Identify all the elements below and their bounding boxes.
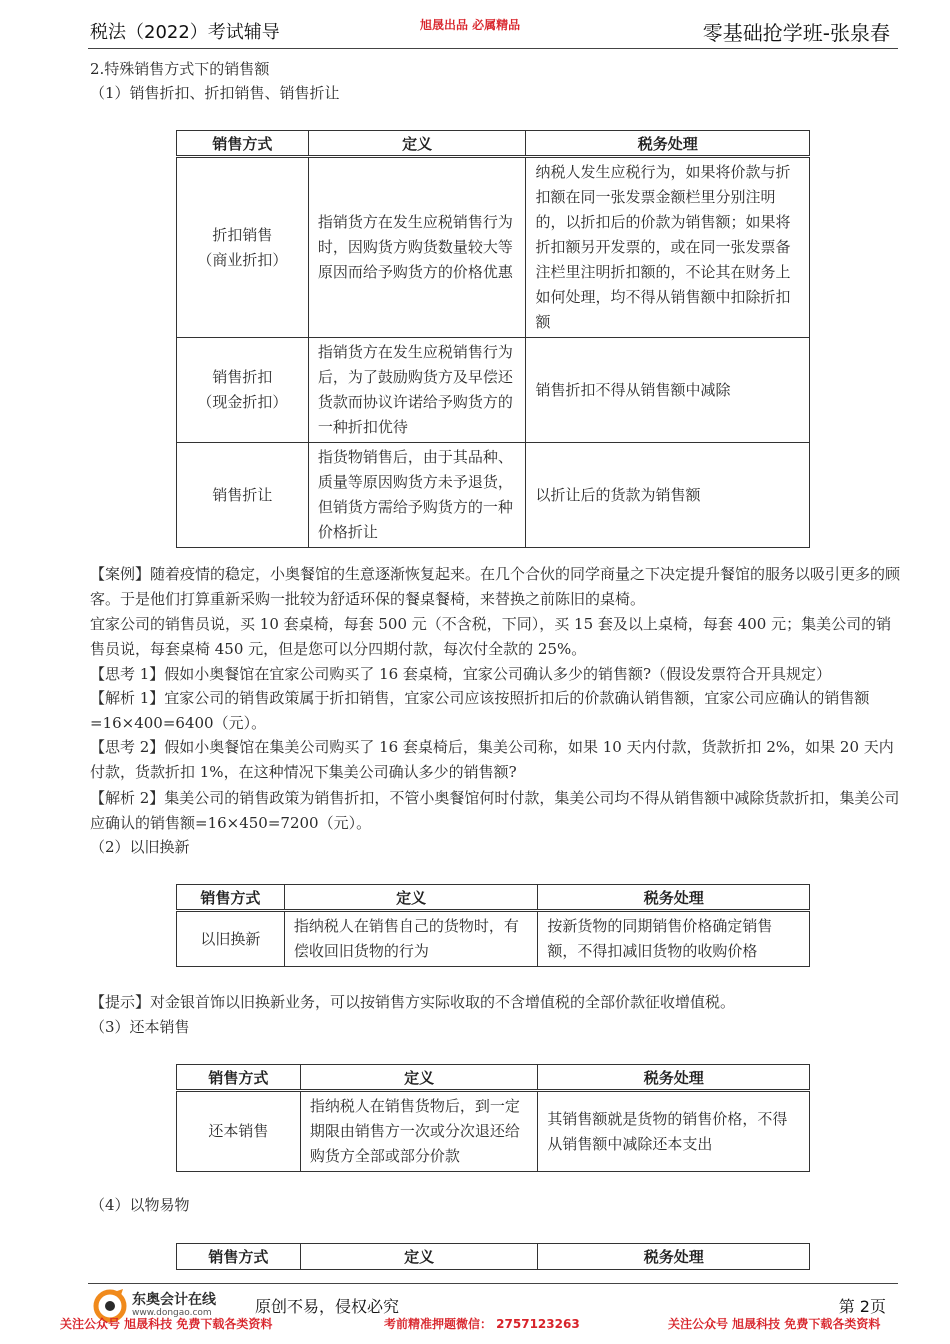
- row-treatment: 销售折扣不得从销售额中减除: [526, 338, 810, 443]
- col-header-method: 销售方式: [177, 1244, 301, 1270]
- row-definition: 指销货方在发生应税销售行为后，为了鼓励购货方及早偿还货款而协议许诺给予购货方的一种折扣优待: [308, 338, 526, 443]
- header-course-title: 税法（2022）考试辅导: [90, 22, 280, 43]
- section-title: 2.特殊销售方式下的销售额: [90, 60, 270, 78]
- col-header-definition: 定义: [300, 1244, 538, 1270]
- col-header-method: 销售方式: [177, 131, 309, 157]
- thinking-question-2: 【思考 2】假如小奥餐馆在集美公司购买了 16 套桌椅后，集美公司称，如果 10 天内付款，货款折扣 2%，如果 20 天内付款，货款折扣 1%，在这种情况下集美公司确认多少的销售额?: [90, 738, 894, 781]
- table-barter: [176, 1243, 810, 1270]
- header-divider: [88, 48, 898, 49]
- footer-promo-center: 考前精准押题微信： 2757123263: [384, 1317, 580, 1331]
- logo-name: 东奥会计在线: [132, 1292, 216, 1308]
- header-class-name: 零基础抢学班-张泉春: [702, 21, 890, 45]
- table-row: [177, 157, 810, 338]
- col-header-treatment: 税务处理: [538, 1244, 810, 1270]
- row-treatment: 按新货物的同期销售价格确定销售额，不得扣减旧货物的收购价格: [538, 911, 810, 967]
- header-tagline: 旭晟出品 必属精品: [420, 18, 521, 32]
- row-method: 折扣销售 （商业折扣）: [177, 157, 309, 338]
- table-header-row: [177, 131, 810, 157]
- footer-divider: [88, 1283, 898, 1284]
- table-row: [177, 338, 810, 443]
- subsection-4-title: （4）以物易物: [90, 1196, 190, 1214]
- row-definition: 指纳税人在销售自己的货物时，有偿收回旧货物的行为: [284, 911, 538, 967]
- table-repayment-sales: [176, 1064, 810, 1172]
- table-header-row: [177, 1244, 810, 1270]
- row-treatment: 其销售额就是货物的销售价格，不得从销售额中减除还本支出: [538, 1091, 810, 1172]
- row-definition: 指销货方在发生应税销售行为时，因购货方购货数量较大等原因而给予购货方的价格优惠: [308, 157, 526, 338]
- row-definition: 指纳税人在销售货物后，到一定期限由销售方一次或分次退还给购货方全部或部分价款: [300, 1091, 538, 1172]
- table-header-row: [177, 885, 810, 911]
- table-trade-in: [176, 884, 810, 967]
- col-header-definition: 定义: [284, 885, 538, 911]
- page-number: 第 2页: [838, 1297, 886, 1316]
- row-method: 以旧换新: [177, 911, 285, 967]
- col-header-method: 销售方式: [177, 885, 285, 911]
- col-header-definition: 定义: [300, 1065, 538, 1091]
- tip-paragraph: 【提示】对金银首饰以旧换新业务，可以按销售方实际收取的不含增值税的全部价款征收增值税。: [90, 993, 736, 1011]
- page-header: [90, 0, 890, 50]
- subsection-1-title: （1）销售折扣、折扣销售、销售折让: [90, 84, 340, 102]
- row-method: 还本销售: [177, 1091, 301, 1172]
- case-paragraph: 【案例】随着疫情的稳定，小奥餐馆的生意逐渐恢复起来。在几个合伙的同学商量之下决定提升餐馆的服务以吸引更多的顾客。于是他们打算重新采购一批较为舒适环保的餐桌餐椅，来替换之前陈旧的桌椅。: [90, 565, 901, 608]
- footer-promo-left: 关注公众号 旭晟科技 免费下载各类资料: [60, 1317, 273, 1331]
- row-treatment: 纳税人发生应税行为，如果将价款与折扣额在同一张发票金额栏里分别注明的，以折扣后的价款为销售额；如果将折扣额另开发票的，或在同一张发票备注栏里注明折扣额的，不论其在财务上如何处理，均不得从销售额中扣除折扣额: [526, 157, 810, 338]
- thinking-question-1: 【思考 1】假如小奥餐馆在宜家公司购买了 16 套桌椅，宜家公司确认多少的销售额?（假设发票符合开具规定）: [90, 665, 831, 683]
- footer-promo-right: 关注公众号 旭晟科技 免费下载各类资料: [668, 1317, 881, 1331]
- col-header-treatment: 税务处理: [538, 1065, 810, 1091]
- row-method: 销售折扣 （现金折扣）: [177, 338, 309, 443]
- analysis-2: 【解析 2】集美公司的销售政策为销售折扣，不管小奥餐馆何时付款，集美公司均不得从销售额中减除货款折扣，集美公司应确认的销售额=16×450=7200（元）。: [90, 789, 900, 832]
- row-definition: 指货物销售后，由于其品种、质量等原因购货方未予退货，但销货方需给予购货方的一种价格折让: [308, 443, 526, 548]
- logo-url: www.dongao.com: [132, 1308, 212, 1318]
- row-treatment: 以折让后的货款为销售额: [526, 443, 810, 548]
- table-row: [177, 911, 810, 967]
- case-paragraph-prices: 宜家公司的销售员说，买 10 套桌椅，每套 500 元（不含税，下同），买 15 套及以上桌椅，每套 400 元；集美公司的销售员说，每套桌椅 450 元，但是您可以分四期付款，每次付全款的 25%。: [90, 615, 892, 658]
- col-header-treatment: 税务处理: [538, 885, 810, 911]
- subsection-3-title: （3）还本销售: [90, 1018, 190, 1036]
- table-header-row: [177, 1065, 810, 1091]
- table-row: [177, 443, 810, 548]
- col-header-method: 销售方式: [177, 1065, 301, 1091]
- table-row: [177, 1091, 810, 1172]
- subsection-2-title: （2）以旧换新: [90, 838, 190, 856]
- col-header-definition: 定义: [308, 131, 526, 157]
- table-discounts: [176, 130, 810, 548]
- row-method: 销售折让: [177, 443, 309, 548]
- col-header-treatment: 税务处理: [526, 131, 810, 157]
- footer-slogan: 原创不易，侵权必究: [255, 1297, 400, 1316]
- analysis-1: 【解析 1】宜家公司的销售政策属于折扣销售，宜家公司应该按照折扣后的价款确认销售额，宜家公司应确认的销售额=16×400=6400（元）。: [90, 689, 870, 732]
